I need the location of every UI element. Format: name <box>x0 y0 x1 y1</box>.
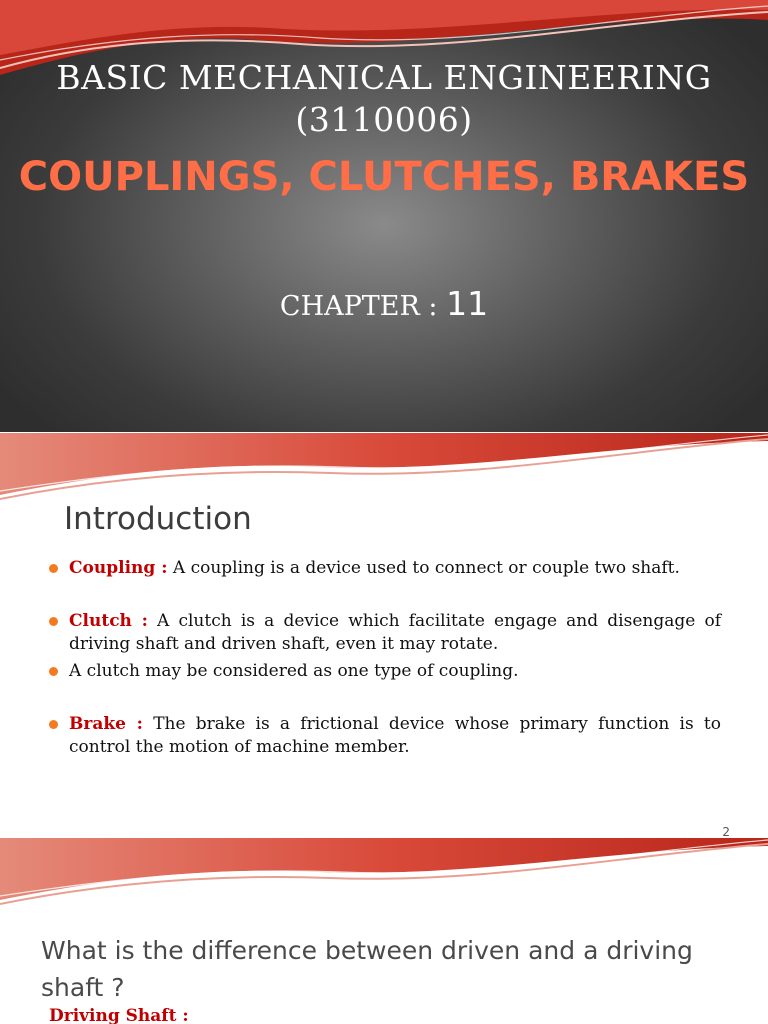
chapter-number: 11 <box>446 284 489 323</box>
term-clutch: Clutch : <box>69 611 148 631</box>
topic-title: COUPLINGS, CLUTCHES, BRAKES <box>18 154 750 200</box>
chapter-label: CHAPTER : <box>279 291 447 322</box>
title-slide <box>0 0 768 432</box>
chapter-line <box>0 284 768 323</box>
definition-text: A coupling is a device used to connect or couple two shaft. <box>167 558 680 578</box>
list-item <box>47 610 721 656</box>
page-number: 2 <box>722 825 730 837</box>
definition-text: The brake is a frictional device whose primary function is to control the motion of machine member. <box>69 714 721 757</box>
course-code: (3110006) <box>295 100 473 139</box>
definition-text: A clutch is a device which facilitate engage and disengage of driving shaft and driven shaft, even it may rotate. <box>69 611 722 654</box>
driving-shaft-slide <box>0 838 768 1024</box>
term-coupling: Coupling : <box>69 558 168 578</box>
introduction-slide <box>0 433 768 837</box>
slide-heading: What is the difference between driven and a driving shaft ? <box>41 936 693 1002</box>
list-item <box>47 713 721 759</box>
list-item <box>47 660 721 683</box>
subheading-driving-shaft: Driving Shaft : <box>49 1006 189 1024</box>
term-brake: Brake : <box>69 714 143 734</box>
decorative-wave <box>0 838 768 918</box>
definition-text: A clutch may be considered as one type of coupling. <box>69 661 519 681</box>
bullet-list <box>47 557 721 759</box>
list-item <box>47 557 721 580</box>
course-title: BASIC MECHANICAL ENGINEERING <box>56 58 712 97</box>
slide-heading: Introduction <box>64 501 252 537</box>
